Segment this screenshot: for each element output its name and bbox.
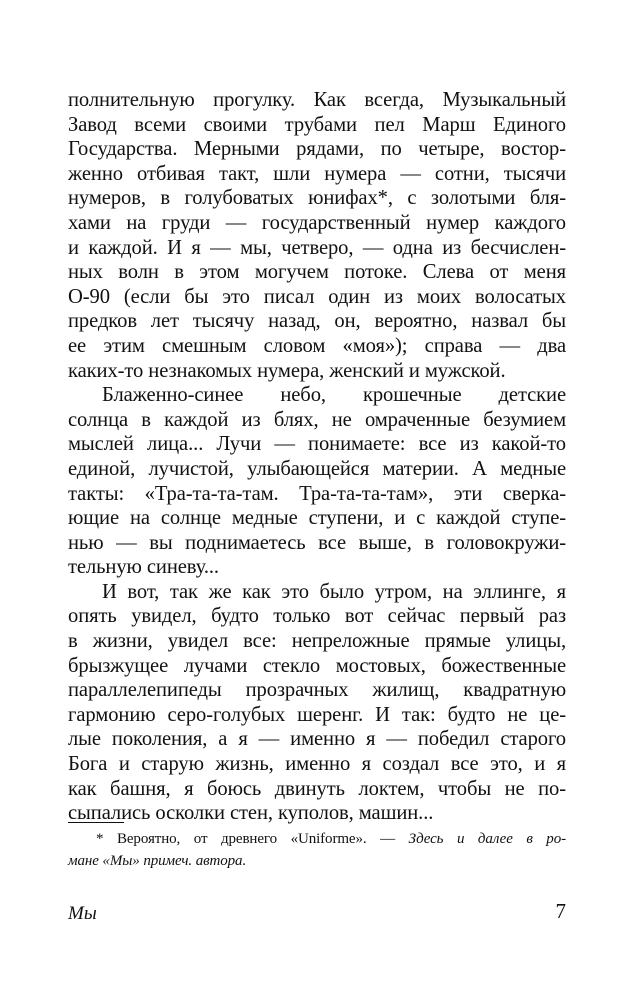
text-line: Блаженно-синее небо, крошечные детские [102,384,566,407]
text-line: сыпались осколки стен, куполов, машин... [68,802,434,825]
paragraph-2 [68,383,566,580]
text-line: гармонию серо-голубых шеренг. И так: будто не це- [68,703,566,726]
text-line: ющие на солнце медные ступени, и с каждой ступе- [68,507,566,530]
footnote-line: мане «Мы» примеч. автора. [68,853,247,869]
footnote-divider [68,822,124,823]
main-text [68,88,566,826]
text-line: солнца в каждой из блях, не омраченные безумием [68,408,566,431]
text-line: нью — вы поднимаетесь все выше, в головокружи- [68,531,566,554]
text-line: нумеров, в голубоватых юнифах*, с золотыми бля- [68,187,566,210]
text-line: в жизни, увидел все: непреложные прямые улицы, [68,630,566,653]
paragraph-3 [68,580,566,826]
text-line: Государства. Мерными рядами, по четыре, востор- [68,138,566,161]
paragraph-1 [68,88,566,383]
text-line: предков лет тысячу назад, он, вероятно, назвал бы [68,310,566,333]
text-line: каких-то незнакомых нумера, женский и мужской. [68,359,506,382]
text-line: как башня, я боюсь двинуть локтем, чтобы не по- [68,777,566,800]
footnote [68,828,566,872]
text-line: ее этим смешным словом «моя»); справа — два [68,334,566,357]
text-line: хами на груди — государственный нумер каждого [68,211,566,234]
text-line: ных волн в этом могучем потоке. Слева от меня [68,261,566,284]
text-line: тельную синеву... [68,556,219,579]
text-line: единой, лучистой, улыбающейся материи. А медные [68,457,566,480]
footnote-line [68,828,566,850]
text-line: мыслей лица... Лучи — понимаете: все из какой-то [68,433,566,456]
text-line: Бога и старую жизнь, именно я создал все это, и я [68,753,566,776]
text-line: женно отбивая такт, шли нумера — сотни, тысячи [68,162,566,185]
text-line: Завод всеми своими трубами пел Марш Единого [68,113,566,136]
running-title: Мы [68,903,97,924]
text-line: брызжущее лучами стекло мостовых, божественные [68,654,566,677]
text-line: и каждой. И я — мы, четверо, — одна из бесчислен- [68,236,566,259]
text-line: такты: «Тра-та-та-там. Тра-та-та-там», эти сверка- [68,482,566,505]
text-line: параллелепипеды прозрачных жилищ, квадратную [68,679,566,702]
footnote-text: * Вероятно, от древнего «Uniforme». — [96,831,409,847]
text-line: И вот, так же как это было утром, на эллинге, я [102,580,566,603]
footnote-italic-text: Здесь и далее в ро- [408,831,566,847]
text-line: полнительную прогулку. Как всегда, Музыкальный [68,89,566,111]
page-number: 7 [555,899,566,923]
text-line: О-90 (если бы это писал один из моих волосатых [68,285,566,308]
text-line: лые поколения, а я — именно я — победил старого [68,728,566,751]
text-line: опять увидел, будто только вот сейчас первый раз [68,605,566,628]
